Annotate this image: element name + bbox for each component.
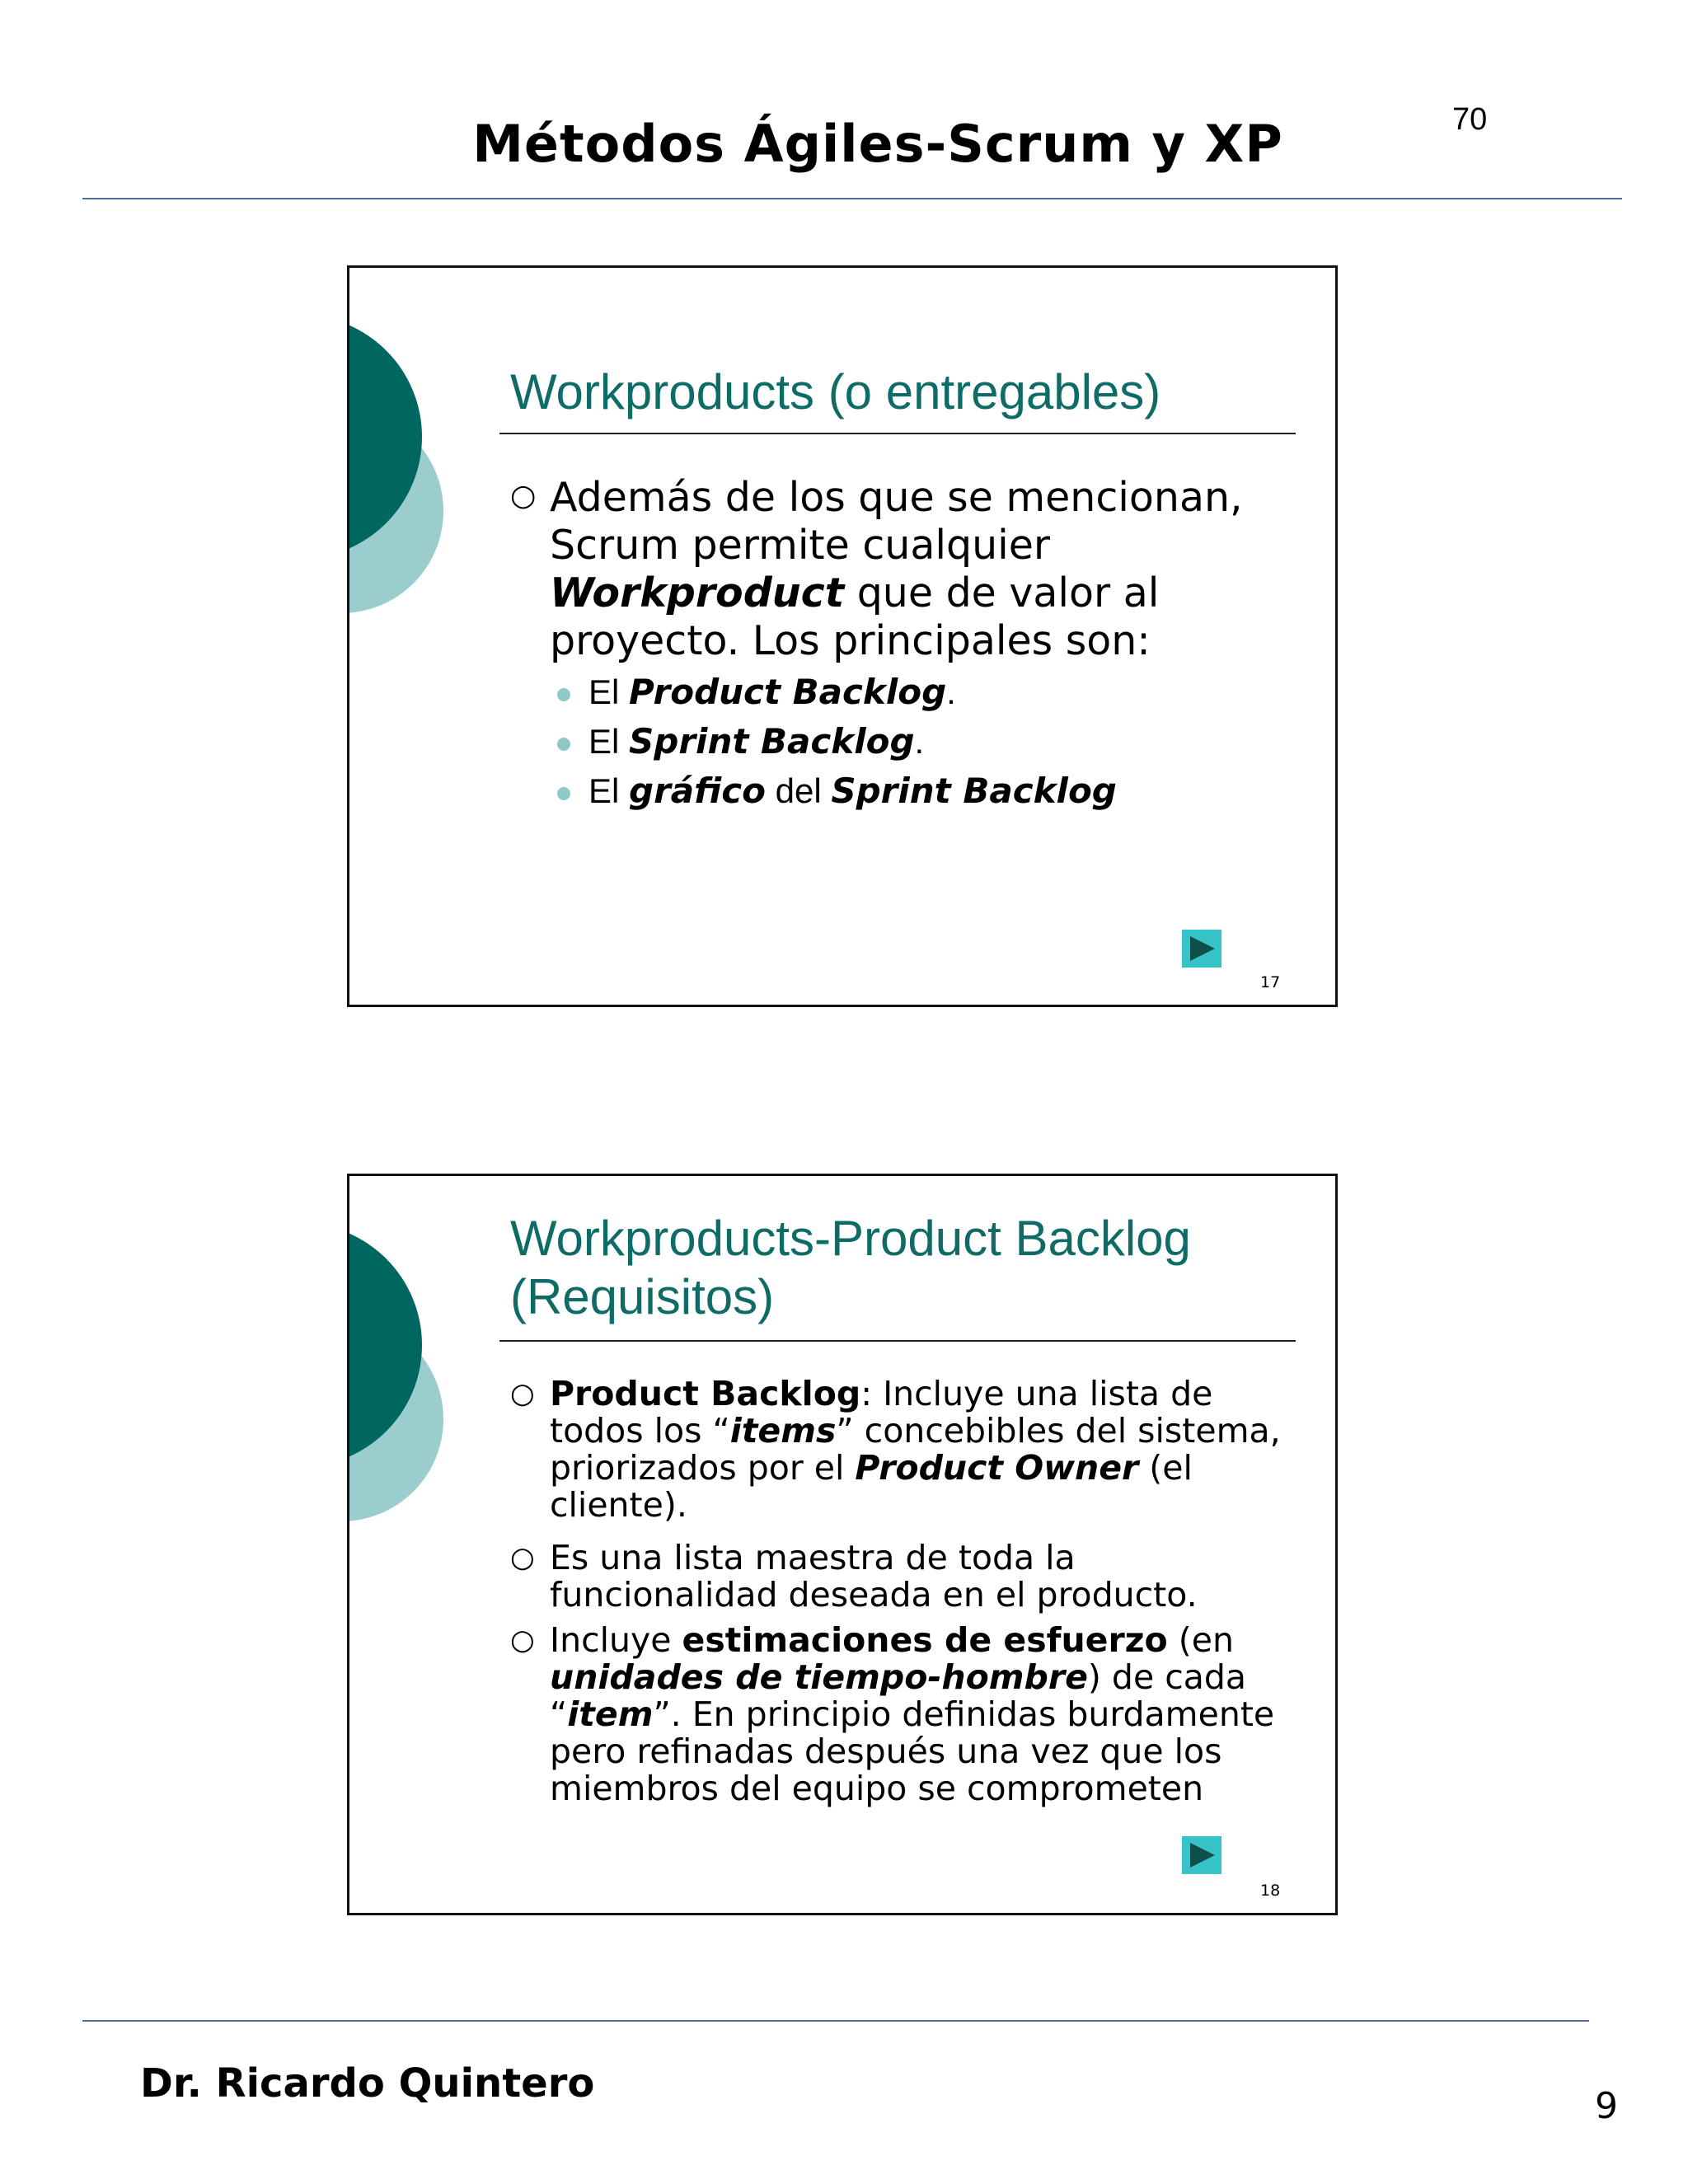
page-number-top: 70 bbox=[1452, 102, 1488, 137]
page-number-bottom: 9 bbox=[1595, 2085, 1618, 2127]
bullet-text: Además de los que se mencionan, Scrum permite cualquier Workproduct que de valor al proyecto. Los principales son: bbox=[550, 474, 1243, 664]
hollow-circle-bullet-icon: ○ bbox=[510, 1624, 535, 1657]
footer-rule bbox=[82, 2020, 1589, 2022]
slide-title-rule bbox=[499, 433, 1296, 434]
slide-decoration-circles bbox=[349, 268, 481, 680]
slide-title: Workproducts (o entregables) bbox=[510, 364, 1161, 419]
author-name: Dr. Ricardo Quintero bbox=[140, 2060, 595, 2107]
slide-18 bbox=[347, 1174, 1338, 1915]
slide-title-rule bbox=[499, 1340, 1296, 1342]
slide-decoration-circles bbox=[349, 1176, 481, 1588]
bullet-text: Product Backlog: Incluye una lista de todos los “items” concebibles del sistema, priorizados por el Product Owner (el cliente). bbox=[550, 1374, 1281, 1525]
slide-title bbox=[510, 1209, 1191, 1326]
bullet-text: Es una lista maestra de toda la funcionalidad deseada en el producto. bbox=[550, 1538, 1198, 1615]
dot-bullet-icon bbox=[557, 738, 570, 751]
next-slide-button[interactable] bbox=[1182, 930, 1221, 968]
dot-bullet-icon bbox=[557, 688, 570, 701]
slide-title-line-2: (Requisitos) bbox=[510, 1269, 775, 1324]
play-arrow-icon bbox=[1190, 1843, 1215, 1868]
hollow-circle-bullet-icon: ○ bbox=[510, 479, 537, 513]
bullet-text: Incluye estimaciones de esfuerzo (en unidades de tiempo-hombre) de cada “item”. En principio definidas burdamente pero refinadas después una vez que los miembros del equipo se comprometen bbox=[550, 1620, 1275, 1808]
dot-bullet-icon bbox=[557, 787, 570, 800]
slide-17: Workproducts (o entregables) ○ Además de los que se mencionan, Scrum permite cualquier Workproduct que de valor al proyecto. Los principales son: El Product Backlog. El Sprint Backlog. El gráfico del Sprint Backlog 17 bbox=[347, 265, 1338, 1007]
slide-number: 18 bbox=[1260, 1882, 1281, 1900]
hollow-circle-bullet-icon: ○ bbox=[510, 1377, 535, 1410]
next-slide-button[interactable] bbox=[1182, 1836, 1221, 1874]
slide-number: 17 bbox=[1260, 973, 1281, 991]
hollow-circle-bullet-icon: ○ bbox=[510, 1541, 535, 1574]
page-title: Métodos Ágiles-Scrum y XP bbox=[472, 114, 1283, 174]
slide-title-line-1: Workproducts-Product Backlog bbox=[510, 1211, 1191, 1266]
play-arrow-icon bbox=[1190, 936, 1215, 961]
header-rule bbox=[82, 198, 1622, 199]
